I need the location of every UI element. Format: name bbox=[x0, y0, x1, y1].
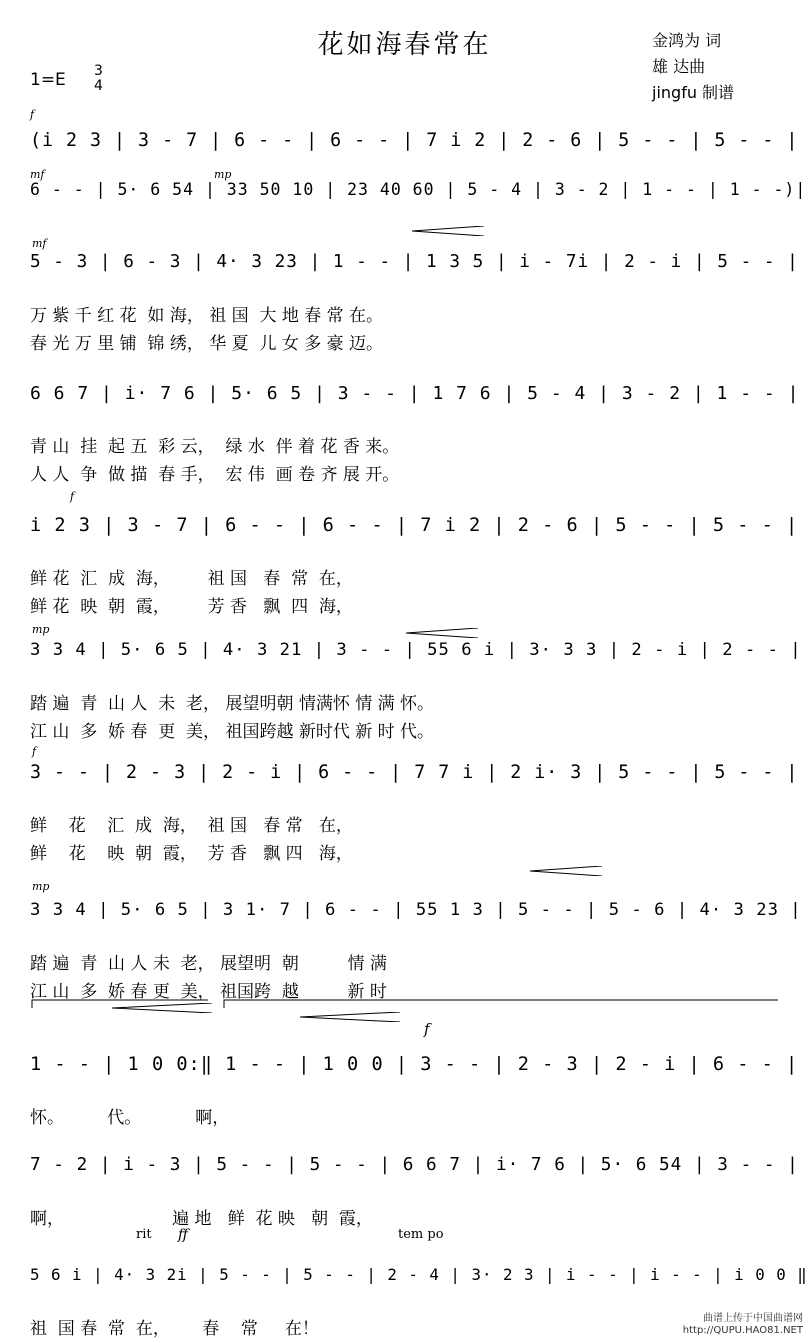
tempo-mark: tem po bbox=[398, 1227, 444, 1242]
notation-row bbox=[18, 640, 802, 670]
note-sequence: 3 - - | 2 - 3 | 2 - i | 6 - - | 7 7 i | 2 i· 3 | 5 - - | 5 - - | bbox=[30, 762, 799, 783]
lyric-line: 万 紫 千 红 花 如 海， 祖 国 大 地 春 常 在。 bbox=[30, 306, 384, 326]
note-sequence: 1 - - | 1 0 0:‖ 1 - - | 1 0 0 | 3 - - | 2 - 3 | 2 - i | 6 - - | bbox=[30, 1054, 799, 1075]
lyric-line: 江 山 多 娇 春 更 美， 祖国跨 越 新 时 bbox=[30, 982, 387, 1002]
staff-line bbox=[18, 1155, 799, 1233]
notation-row bbox=[18, 1265, 808, 1295]
note-sequence: 7 - 2 | i - 3 | 5 - - | 5 - - | 6 6 7 | i· 7 6 | 5· 6 54 | 3 - - | bbox=[30, 1155, 799, 1175]
dynamic-f: f bbox=[32, 745, 37, 758]
staff-line bbox=[18, 383, 800, 489]
dynamic-ff: ff bbox=[178, 1227, 188, 1243]
lyricist-credit: 金鸿为 词 bbox=[652, 31, 722, 50]
lyric-line: 人 人 争 做 描 春 手， 宏 伟 画 卷 齐 展 开。 bbox=[30, 465, 400, 485]
watermark bbox=[683, 1313, 803, 1337]
notation-row bbox=[18, 383, 800, 413]
notation-row bbox=[18, 762, 799, 792]
meter-bottom: 4 bbox=[94, 78, 103, 94]
crescendo-hairpin bbox=[406, 628, 478, 638]
note-sequence: 5 6 i | 4· 3 2i | 5 - - | 5 - - | 2 - 4 | 3· 2 3 | i - - | i - - | i 0 0 ‖ bbox=[30, 1265, 808, 1284]
lyric-line: 鲜 花 汇 成 海， 祖 国 春 常 在， bbox=[30, 569, 353, 589]
lyric-line: 春 光 万 里 铺 锦 绣， 华 夏 儿 女 多 豪 迈。 bbox=[30, 334, 384, 354]
song-title: 花如海春常在 bbox=[317, 30, 492, 60]
note-sequence: 3 3 4 | 5· 6 5 | 3 1· 7 | 6 - - | 55 1 3 | 5 - - | 5 - 6 | 4· 3 23 | bbox=[30, 900, 802, 920]
dynamic-mf: mf bbox=[30, 168, 45, 181]
staff-line bbox=[18, 130, 799, 160]
note-sequence: 3 3 4 | 5· 6 5 | 4· 3 21 | 3 - - | 55 6 i | 3· 3 3 | 2 - i | 2 - - | bbox=[30, 640, 802, 660]
dynamic-mf: mf bbox=[32, 237, 47, 250]
staff-line bbox=[18, 900, 802, 1006]
meter-top: 3 bbox=[94, 63, 103, 79]
time-signature bbox=[94, 64, 103, 94]
note-sequence: (i 2 3 | 3 - 7 | 6 - - | 6 - - | 7 i 2 | 2 - 6 | 5 - - | 5 - - | bbox=[30, 130, 799, 151]
note-sequence: 5 - 3 | 6 - 3 | 4· 3 23 | 1 - - | 1 3 5 | i - 7i | 2 - i | 5 - - | bbox=[30, 252, 799, 272]
lyric-line: 祖 国 春 常 在， 春 常 在！ bbox=[30, 1319, 319, 1339]
watermark-url: http://QUPU.HAO81.NET bbox=[682, 1325, 803, 1336]
lyric-line: 鲜 花 映 朝 霞， 芳 香 飘 四 海， bbox=[30, 597, 353, 617]
credits bbox=[652, 28, 734, 106]
dynamic-mp: mp bbox=[214, 168, 232, 181]
staff-line bbox=[18, 1054, 799, 1132]
staff-line bbox=[18, 515, 799, 621]
dynamic-f: f bbox=[424, 1020, 430, 1038]
staff-line bbox=[18, 1265, 808, 1343]
note-sequence: 6 6 7 | i· 7 6 | 5· 6 5 | 3 - - | 1 7 6 | 5 - 4 | 3 - 2 | 1 - - | bbox=[30, 383, 800, 404]
dynamic-mp: mp bbox=[32, 880, 50, 893]
staff-line bbox=[18, 252, 799, 358]
notation-row bbox=[18, 1054, 799, 1084]
lyric-line: 青 山 挂 起 五 彩 云， 绿 水 伴 着 花 香 来。 bbox=[30, 437, 400, 457]
note-sequence: i 2 3 | 3 - 7 | 6 - - | 6 - - | 7 i 2 | 2 - 6 | 5 - - | 5 - - | bbox=[30, 515, 799, 536]
notation-row bbox=[18, 180, 807, 210]
lyric-line: 鲜 花 汇 成 海， 祖 国 春 常 在， bbox=[30, 816, 353, 836]
staff-line bbox=[18, 640, 802, 746]
watermark-line: 曲谱上传于中国曲谱网 bbox=[703, 1313, 803, 1324]
notation-row bbox=[18, 1155, 799, 1185]
note-sequence: 6 - - | 5· 6 54 | 33 50 10 | 23 40 60 | 5 - 4 | 3 - 2 | 1 - - | 1 - -)| bbox=[30, 180, 807, 199]
staff-line bbox=[18, 180, 807, 210]
dynamic-f: f bbox=[30, 108, 35, 121]
key-signature: 1=E bbox=[30, 70, 66, 90]
notation-row bbox=[18, 252, 799, 282]
lyric-line: 怀。 代。 啊， bbox=[30, 1108, 230, 1128]
lyric-line: 江 山 多 娇 春 更 美， 祖国跨越 新时代 新 时 代。 bbox=[30, 722, 435, 742]
lyric-line: 踏 遍 青 山 人 未 老， 展望明朝 情满怀 情 满 怀。 bbox=[30, 694, 435, 714]
staff-line bbox=[18, 762, 799, 868]
composer-credit: 雄 达曲 bbox=[652, 57, 706, 76]
dynamic-mp: mp bbox=[32, 623, 50, 636]
notation-row bbox=[18, 900, 802, 930]
notator-credit: jingfu 制谱 bbox=[652, 83, 735, 102]
notation-row bbox=[18, 130, 799, 160]
lyric-line: 啊， 遍 地 鲜 花 映 朝 霞， bbox=[30, 1209, 373, 1229]
notation-row bbox=[18, 515, 799, 545]
crescendo-hairpin bbox=[300, 1012, 400, 1022]
ritardando-mark: rit bbox=[136, 1227, 152, 1242]
lyric-line: 鲜 花 映 朝 霞， 芳 香 飘 四 海， bbox=[30, 844, 353, 864]
dynamic-f: f bbox=[70, 490, 75, 503]
lyric-line: 踏 遍 青 山 人 未 老， 展望明 朝 情 满 bbox=[30, 954, 387, 974]
crescendo-hairpin bbox=[412, 226, 484, 236]
